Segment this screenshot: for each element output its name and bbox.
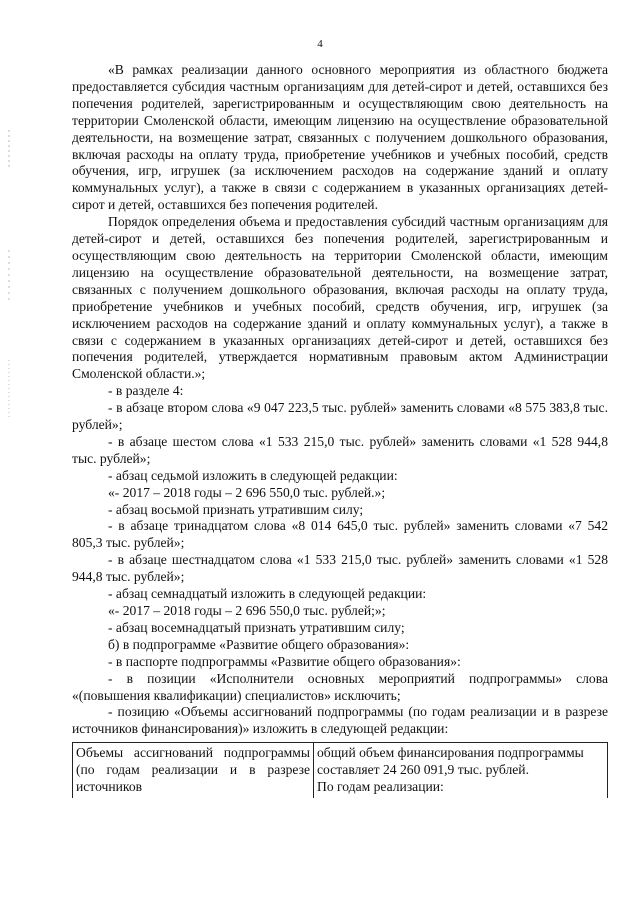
paragraph-amendment: - в абзаце тринадцатом слова «8 014 645,0 тыс. рублей» заменить словами «7 542 805,3 тыс. рублей»; — [72, 518, 608, 551]
paragraph-subsidy-intro: «В рамках реализации данного основного мероприятия из областного бюджета предоставляется субсидия частным организациям для детей-сирот и детей, оставшихся без попечения родителей, зарегистрированным и осуществляющим свою деятельность на территории Смоленской области, имеющим лицензию на осуществление образовательной деятельности, на возмещение затрат, связанных с получением дошкольного образования, включая расходы на оплату труда, приобретение учебников и учебных пособий, средств обучения, игр, игрушек (за исключением расходов на содержание зданий и оплату коммунальных услуг), а также в связи с содержанием в указанных организациях детей-сирот и детей, оставшихся без попечения родителей. — [72, 62, 608, 213]
paragraph-amendment: - абзац восемнадцатый признать утратившим силу; — [108, 619, 405, 635]
page-number: 4 — [317, 38, 323, 50]
paragraph-amendment: - в абзаце шестом слова «1 533 215,0 тыс. рублей» заменить словами «1 528 944,8 тыс. рублей»; — [72, 433, 608, 466]
paragraph-amendment: - позицию «Объемы ассигнований подпрограммы (по годам реализации и в разрезе источников финансирования)» изложить в следующей редакции: — [72, 704, 608, 737]
paragraph-amendment: - в абзаце шестнадцатом слова «1 533 215,0 тыс. рублей» заменить словами «1 528 944,8 тыс. рублей»; — [72, 552, 608, 585]
paragraph-amendment: - в позиции «Исполнители основных мероприятий подпрограммы» слова «(повышения квалификации) специалистов» исключить; — [72, 670, 608, 703]
paragraph-passport-heading: - в паспорте подпрограммы «Развитие общего образования»: — [108, 653, 461, 669]
document-body — [72, 62, 608, 798]
paragraph-subprogram-heading: б) в подпрограмме «Развитие общего образования»: — [108, 636, 410, 652]
paragraph-subsidy-procedure: Порядок определения объема и предоставления субсидий частным организациям для детей-сирот и детей, оставшихся без попечения родителей, зарегистрированным и осуществляющим свою деятельность на территории Смоленской области, имеющим лицензию на осуществление образовательной деятельности, на возмещение затрат, связанных с получением дошкольного образования, включая расходы на оплату труда, приобретение учебников и учебных пособий, средств обучения, игр, игрушек (за исключением расходов на содержание зданий и оплату коммунальных услуг), а также в связи с содержанием в указанных организациях детей-сирот и детей, оставшихся без попечения родителей, утверждается нормативным правовым актом Администрации Смоленской области.»; — [72, 214, 608, 382]
by-year-label: По годам реализации: — [317, 779, 444, 795]
table-row — [73, 743, 608, 798]
paragraph-amendment: - в абзаце втором слова «9 047 223,5 тыс. рублей» заменить словами «8 575 383,8 тыс. рублей»; — [72, 400, 608, 433]
paragraph-section-4: - в разделе 4: — [108, 383, 184, 399]
paragraph-amendment: - абзац седьмой изложить в следующей редакции: — [108, 467, 398, 483]
total-financing-text: общий объем финансирования подпрограммы составляет 24 260 091,9 тыс. рублей. — [317, 745, 584, 778]
paragraph-amendment: - абзац семнадцатый изложить в следующей редакции: — [108, 586, 427, 602]
paragraph-amendment: «- 2017 – 2018 годы – 2 696 550,0 тыс. рублей;»; — [108, 603, 386, 618]
table-cell-label: Объемы ассигнований подпрограммы (по годам реализации и в разрезе источников — [73, 743, 314, 798]
paragraph-amendment: «- 2017 – 2018 годы – 2 696 550,0 тыс. рублей.»; — [108, 484, 386, 500]
margin-scan-marks — [4, 130, 14, 430]
table-cell-value — [314, 743, 608, 798]
financing-table — [72, 742, 608, 798]
paragraph-amendment: - абзац восьмой признать утратившим силу; — [108, 501, 364, 517]
